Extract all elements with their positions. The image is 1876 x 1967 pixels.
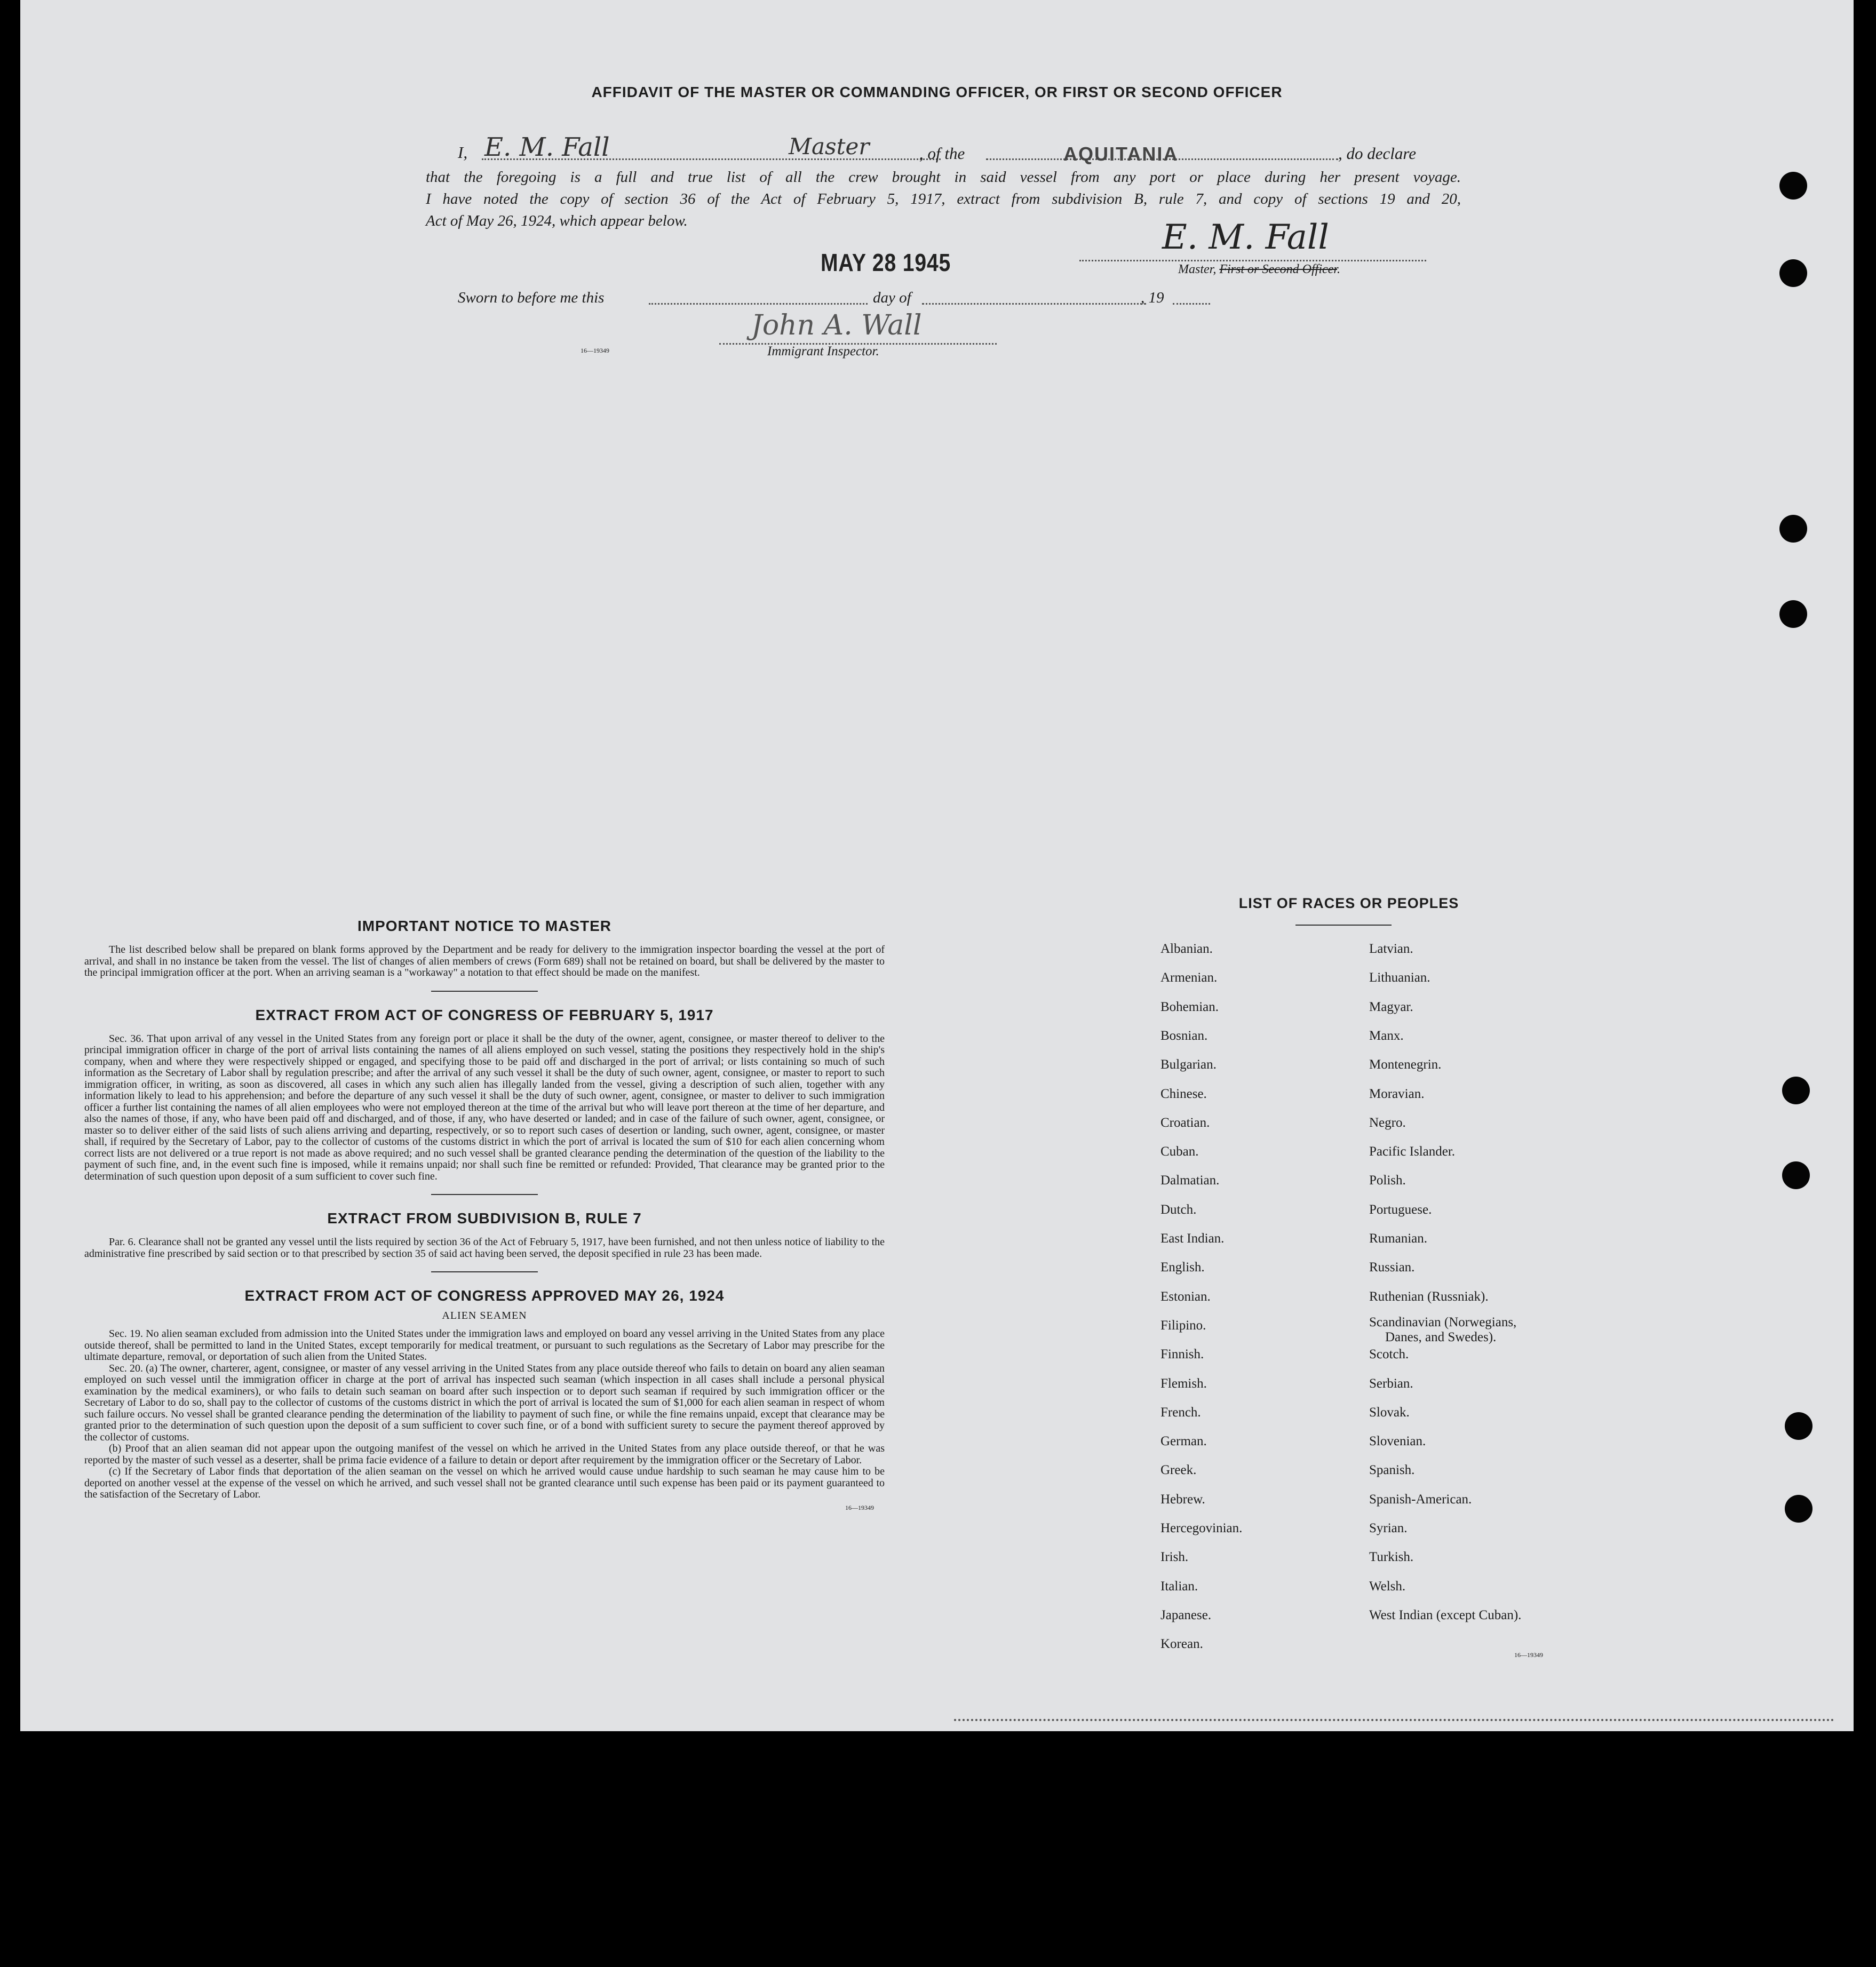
vessel-name: AQUITANIA [1063, 143, 1179, 165]
of-the-label: , of the [919, 144, 965, 163]
sworn-month-line [922, 303, 1146, 305]
declarant-rank: Master [789, 133, 870, 160]
race-item: Croatian. [1160, 1116, 1210, 1130]
races-title: LIST OF RACES OR PEOPLES [1238, 895, 1459, 911]
race-item: Dutch. [1160, 1203, 1197, 1217]
declarant-label: I, [458, 143, 468, 162]
race-item: Magyar. [1369, 1000, 1413, 1014]
races-form-number: 16—19349 [1514, 1651, 1543, 1659]
race-item: Rumanian. [1369, 1231, 1428, 1246]
race-item: Armenian. [1160, 970, 1218, 985]
race-item: Bulgarian. [1160, 1057, 1217, 1072]
race-item: Hebrew. [1160, 1492, 1205, 1507]
race-item: Chinese. [1160, 1087, 1207, 1101]
race-item: Irish. [1160, 1550, 1189, 1564]
notice-title: IMPORTANT NOTICE TO MASTER [357, 918, 612, 934]
notice-body [84, 944, 885, 979]
race-item: Filipino. [1160, 1318, 1206, 1333]
race-item: Moravian. [1369, 1087, 1425, 1101]
master-label [1178, 262, 1340, 277]
extract-1917-body [84, 1033, 885, 1183]
inspector-label: Immigrant Inspector. [767, 344, 879, 359]
race-item: Pacific Islander. [1369, 1144, 1456, 1159]
race-item: Polish. [1369, 1173, 1406, 1188]
race-item: Lithuanian. [1369, 970, 1430, 985]
master-label-end: . [1337, 262, 1340, 276]
affidavit-body-line: that the foregoing is a full and true list of all the crew brought in said vessel from any port or place during her present voyage. [426, 169, 1461, 186]
affidavit-form-number: 16—19349 [581, 347, 609, 354]
affidavit-body-line: Act of May 26, 1924, which appear below. [426, 212, 688, 229]
race-item: Italian. [1160, 1579, 1198, 1594]
race-item: Russian. [1369, 1260, 1415, 1275]
day-of-label: day of [873, 289, 911, 306]
extract-1924-body [84, 1328, 885, 1501]
race-item: Albanian. [1160, 942, 1213, 956]
races-title-rule [1295, 925, 1392, 926]
punch-hole [1782, 1077, 1810, 1104]
race-item: Spanish-American. [1369, 1492, 1472, 1507]
race-item: Welsh. [1369, 1579, 1406, 1594]
declare-label: , do declare [1338, 144, 1417, 163]
race-item: Danes, and Swedes). [1385, 1330, 1497, 1344]
affidavit-title: AFFIDAVIT OF THE MASTER OR COMMANDING OFFICER, OR FIRST OR SECOND OFFICER [591, 84, 1283, 100]
race-item: Cuban. [1160, 1144, 1199, 1159]
sec20a-paragraph: Sec. 20. (a) The owner, charterer, agent, consignee, or master of any vessel arriving in the United States from any place outside thereof who fails to detain on board any alien seaman employed on such vessel until the immigration officer in charge at the port of arrival has inspected such seaman (which inspection in all cases shall include a personal physical examination by the medical examiners), or who fails to detain such seaman on board after such inspection or to deport such seaman if required by such immigration officer or the Secretary of Labor to do so, shall pay to the collector of customs of the customs district in which the port of arrival is located the sum of $1,000 for each alien seaman in respect of whom such failure occurs. No vessel shall be granted clearance pending the determination of the liability to payment of such fine, or while the fine remains unpaid, except that clearance may be granted prior to the determination of such question upon the deposit of a sum sufficient to cover such fine, or of a bond with sufficient surety to secure the payment thereof approved by the collector of customs. [84, 1362, 885, 1443]
affidavit-body-line: I have noted the copy of section 36 of the Act of February 5, 1917, extract from subdivision B, rule 7, and copy of sections 19 and 20, [426, 190, 1461, 208]
race-item: Turkish. [1369, 1550, 1414, 1564]
race-item: German. [1160, 1434, 1207, 1448]
subdivision-b-body [84, 1237, 885, 1260]
sec36-paragraph: Sec. 36. That upon arrival of any vessel in the United States from any foreign port or place it shall be the duty of the owner, agent, consignee, or master thereof to deliver to the principal immigration officer in charge of the port of arrival lists containing the names of all aliens employed on such vessel, stating the positions they respectively hold in the ship's company, when and where they were respectively shipped or engaged, and specifying those to be paid off and discharged in the port of arrival; or lists containing so much of such information as the Secretary of Labor shall by regulation prescribe; and after the arrival of any such vessel it shall be the duty of such owner, agent, consignee, or master to report to such immigration officer, in writing, as soon as discovered, all cases in which any such alien has illegally landed from the vessel, giving a description of such alien, together with any information likely to lead to his apprehension; and before the departure of any such vessel it shall be the duty of such owner, agent, consignee, or master to deliver to such immigration officer a further list containing the names of all alien employees who were not employed thereon at the time of the arrival but who will leave port thereon at the time of her departure, and also the names of those, if any, who have been paid off and discharged, and of those, if any, who have deserted or landed; and in case of the failure of such owner, agent, consignee, or master so to deliver either of the said lists of such aliens arriving and departing, respectively, or so to report such cases of desertion or landing, such owner, agent, consignee, or master shall, if required by the Secretary of Labor, pay to the collector of customs of the customs district in which the port of arrival is located the sum of $10 for each alien concerning whom correct lists are not delivered or a true report is not made as above required; and no such vessel shall be granted clearance pending the determination of the question of the liability to the payment of such fine, and, in the event such fine is imposed, while it remains unpaid; nor shall such fine be remitted or refunded: Provided, That clearance may be granted prior to the determination of such question upon deposit of a sum sufficient to cover such fine. [84, 1032, 885, 1182]
punch-hole [1779, 259, 1807, 287]
bottom-edge-marks [954, 1719, 1834, 1725]
alien-seamen-subtitle: ALIEN SEAMEN [442, 1310, 527, 1321]
punch-hole [1785, 1495, 1813, 1523]
race-item: Scotch. [1369, 1347, 1409, 1361]
race-item: Spanish. [1369, 1463, 1415, 1477]
race-item: English. [1160, 1260, 1205, 1275]
race-item: Manx. [1369, 1029, 1404, 1043]
race-item: Dalmatian. [1160, 1173, 1220, 1188]
race-item: Portuguese. [1369, 1203, 1432, 1217]
punch-hole [1782, 1161, 1810, 1189]
race-item: Japanese. [1160, 1608, 1212, 1622]
race-item: Ruthenian (Russniak). [1369, 1289, 1489, 1304]
punch-hole [1785, 1412, 1813, 1440]
sworn-day-line [649, 303, 868, 305]
sworn-year-line [1173, 303, 1210, 305]
race-item: Serbian. [1369, 1376, 1413, 1391]
section-divider [431, 1194, 538, 1195]
subdivision-b-title: EXTRACT FROM SUBDIVISION B, RULE 7 [327, 1210, 642, 1227]
race-item: West Indian (except Cuban). [1369, 1608, 1522, 1622]
extract-1917-title: EXTRACT FROM ACT OF CONGRESS OF FEBRUARY 5, 1917 [255, 1006, 714, 1023]
race-item: Negro. [1369, 1116, 1406, 1130]
section-divider [431, 1271, 538, 1272]
struck-officer-label: First or Second Officer [1219, 262, 1337, 276]
sworn-label: Sworn to before me this [458, 289, 605, 306]
race-item: Korean. [1160, 1637, 1203, 1651]
race-item: Finnish. [1160, 1347, 1204, 1361]
declarant-name: E. M. Fall [484, 132, 610, 162]
race-item: East Indian. [1160, 1231, 1225, 1246]
race-item: Latvian. [1369, 942, 1413, 956]
race-item: French. [1160, 1405, 1201, 1420]
race-item: Hercegovinian. [1160, 1521, 1243, 1535]
race-item: Scandinavian (Norwegians, [1369, 1315, 1517, 1329]
race-item: Flemish. [1160, 1376, 1207, 1391]
section-divider [431, 991, 538, 992]
master-label-text: Master, [1178, 262, 1217, 276]
race-item: Bosnian. [1160, 1029, 1208, 1043]
race-item: Slovenian. [1369, 1434, 1426, 1448]
sec19-paragraph: Sec. 19. No alien seaman excluded from admission into the United States under the immigration laws and employed on board any vessel arriving in the United States from any place outside thereof, shall be permitted to land in the United States, except temporarily for medical treatment, or pursuant to such regulations as the Secretary of Labor may prescribe for the ultimate departure, removal, or deportation of such alien from the United States. [84, 1328, 885, 1363]
extract-1924-title: EXTRACT FROM ACT OF CONGRESS APPROVED MAY 26, 1924 [244, 1287, 725, 1304]
race-item: Slovak. [1369, 1405, 1410, 1420]
punch-hole [1779, 172, 1807, 200]
master-signature-line [1079, 260, 1426, 261]
notice-paragraph: The list described below shall be prepared on blank forms approved by the Department and be ready for delivery to the immigration inspector boarding the vessel at the port of arrival, and shall in no instance be taken from the vessel. The list of changes of alien members of crews (Form 689) shall not be retained on board, but shall be delivered by the master to the principal immigration officer at the port. When an arriving seaman is a "workaway" a notation to that effect should be made on the manifest. [84, 944, 885, 978]
sec20b-paragraph: (b) Proof that an alien seaman did not appear upon the outgoing manifest of the vessel on which he arrived in the United States from any place outside thereof, or that he was reported by the master of such vessel as a deserter, shall be prima facie evidence of a failure to detain or deport after requirement by the immigration officer or the Secretary of Labor. [84, 1443, 885, 1466]
document-page [20, 0, 1854, 1731]
inspector-signature: John A. Wall [751, 309, 922, 341]
year-prefix: , 19 [1141, 289, 1164, 306]
race-item: Estonian. [1160, 1289, 1211, 1304]
master-signature: E. M. Fall [1162, 218, 1329, 257]
punch-hole [1779, 515, 1807, 543]
race-item: Syrian. [1369, 1521, 1408, 1535]
notices-column [84, 918, 885, 1512]
race-item: Montenegrin. [1369, 1057, 1442, 1072]
date-stamp: MAY 28 1945 [821, 249, 951, 276]
par6-paragraph: Par. 6. Clearance shall not be granted any vessel until the lists required by section 36 of the Act of February 5, 1917, have been furnished, and not then unless notice of liability to the administrative fine prescribed by said section or to that prescribed by section 35 of said act having been served, the deposit specified in rule 23 has been made. [84, 1236, 885, 1260]
sec20c-paragraph: (c) If the Secretary of Labor finds that deportation of the alien seaman on the vessel on which he arrived would cause undue hardship to such seaman he may cause him to be deported on another vessel at the expense of the vessel on which he arrived, and such vessel shall not be granted clearance until such expense has been paid or its payment guaranteed to the satisfaction of the Secretary of Labor. [84, 1466, 885, 1500]
race-item: Greek. [1160, 1463, 1197, 1477]
punch-hole [1779, 600, 1807, 628]
extract-form-number: 16—19349 [845, 1503, 874, 1511]
race-item: Bohemian. [1160, 1000, 1219, 1014]
